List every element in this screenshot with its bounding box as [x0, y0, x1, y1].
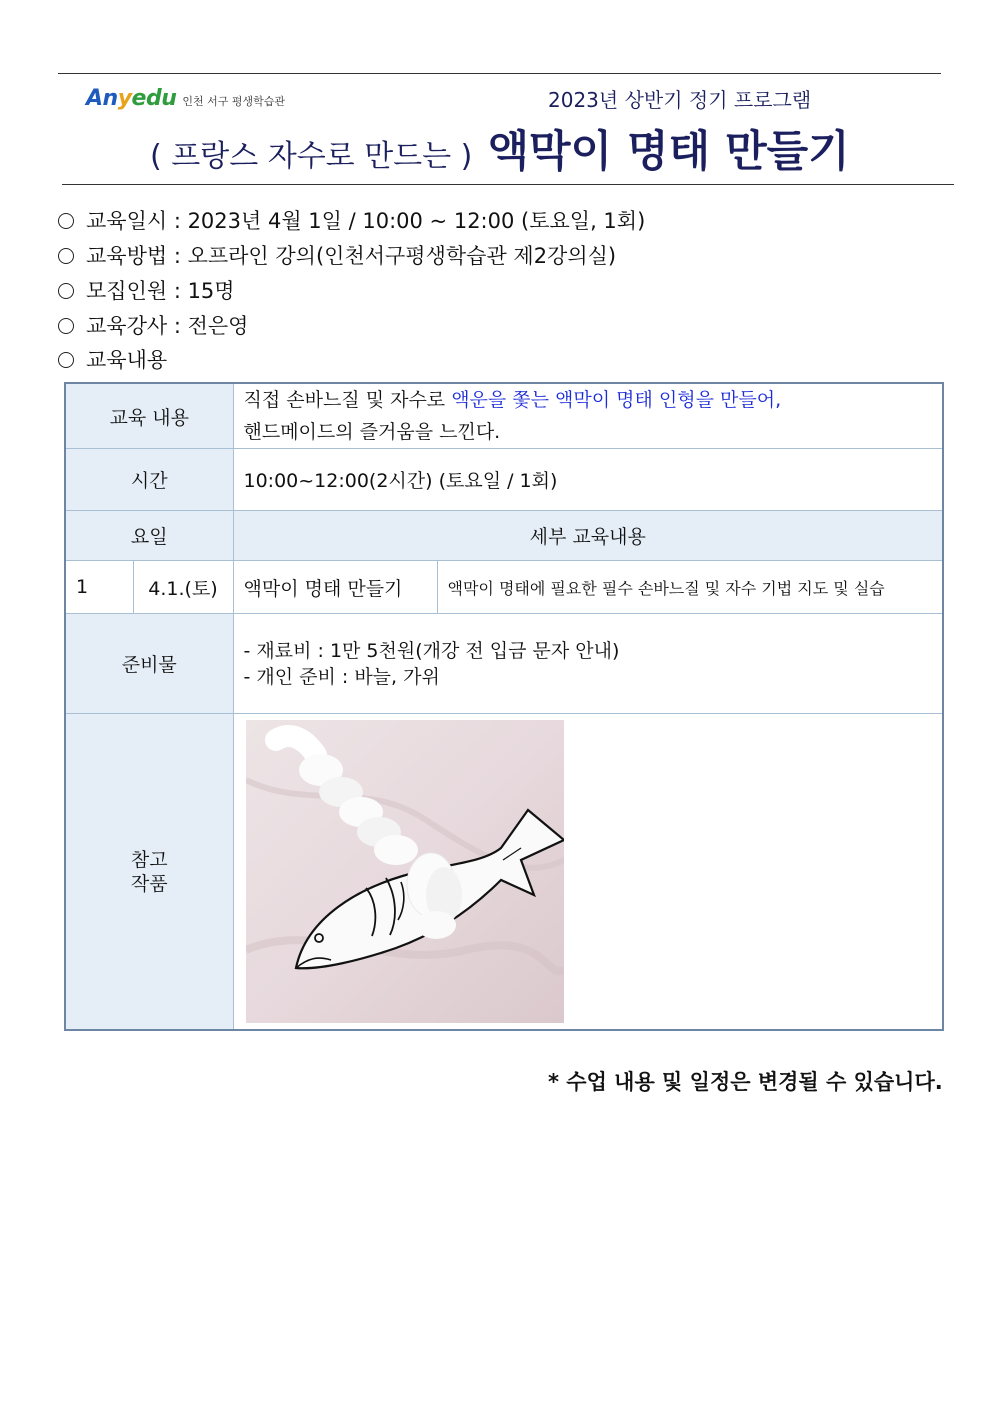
title-prefix: ( 프랑스 자수로 만드는 ) [150, 139, 473, 174]
table-row [65, 614, 943, 714]
logo-brand: Anyedu [86, 85, 177, 111]
content-text: 직접 손바느질 및 자수로 액운을 쫓는 액막이 명태 인형을 만들어, 핸드메이드의 즐거움을 느낀다. [233, 383, 943, 449]
time-value: 10:00~12:00(2시간) (토요일 / 1회) [233, 449, 943, 511]
table-row [65, 714, 943, 1031]
table-row [65, 383, 943, 449]
info-content: 교육내용 [58, 344, 167, 374]
anyedu-logo [86, 76, 285, 120]
table-row [65, 449, 943, 511]
session-desc: 액막이 명태에 필요한 필수 손바느질 및 자수 기법 지도 및 실습 [437, 561, 943, 614]
bullet-circle-icon [58, 283, 74, 299]
bullet-circle-icon [58, 318, 74, 334]
reference-cell [233, 714, 943, 1031]
session-no: 1 [65, 561, 133, 614]
footnote: * 수업 내용 및 일정은 변경될 수 있습니다. [548, 1070, 943, 1094]
reference-photo [246, 720, 564, 1023]
info-method: 교육방법 : 오프라인 강의(인천서구평생학습관 제2강의실) [58, 240, 616, 270]
table-row [65, 561, 943, 614]
page-title [150, 118, 850, 179]
title-main: 액막이 명태 만들기 [487, 127, 850, 177]
prep-text: - 재료비 : 1만 5천원(개강 전 입금 문자 안내) - 개인 준비 : 바늘, 가위 [233, 614, 943, 714]
prep-head: 준비물 [65, 614, 233, 714]
info-capacity: 모집인원 : 15명 [58, 275, 235, 305]
course-table [64, 382, 944, 1031]
logo-sub: 인천 서구 평생학습관 [182, 95, 286, 108]
info-date: 교육일시 : 2023년 4월 1일 / 10:00 ~ 12:00 (토요일, 1회) [58, 205, 645, 235]
day-head: 요일 [65, 511, 233, 561]
content-highlight: 액운을 쫓는 액막이 명태 인형을 만들어, [451, 389, 782, 411]
program-label: 2023년 상반기 정기 프로그램 [548, 88, 812, 112]
table-row [65, 511, 943, 561]
reference-head: 참고 작품 [65, 714, 233, 1031]
detail-head: 세부 교육내용 [233, 511, 943, 561]
session-date: 4.1.(토) [133, 561, 233, 614]
bullet-circle-icon [58, 248, 74, 264]
session-title: 액막이 명태 만들기 [233, 561, 437, 614]
bullet-circle-icon [58, 213, 74, 229]
content-head: 교육 내용 [65, 383, 233, 449]
info-instructor: 교육강사 : 전은영 [58, 310, 248, 340]
time-head: 시간 [65, 449, 233, 511]
top-rule [58, 73, 941, 74]
title-rule [62, 184, 954, 185]
bullet-circle-icon [58, 352, 74, 368]
